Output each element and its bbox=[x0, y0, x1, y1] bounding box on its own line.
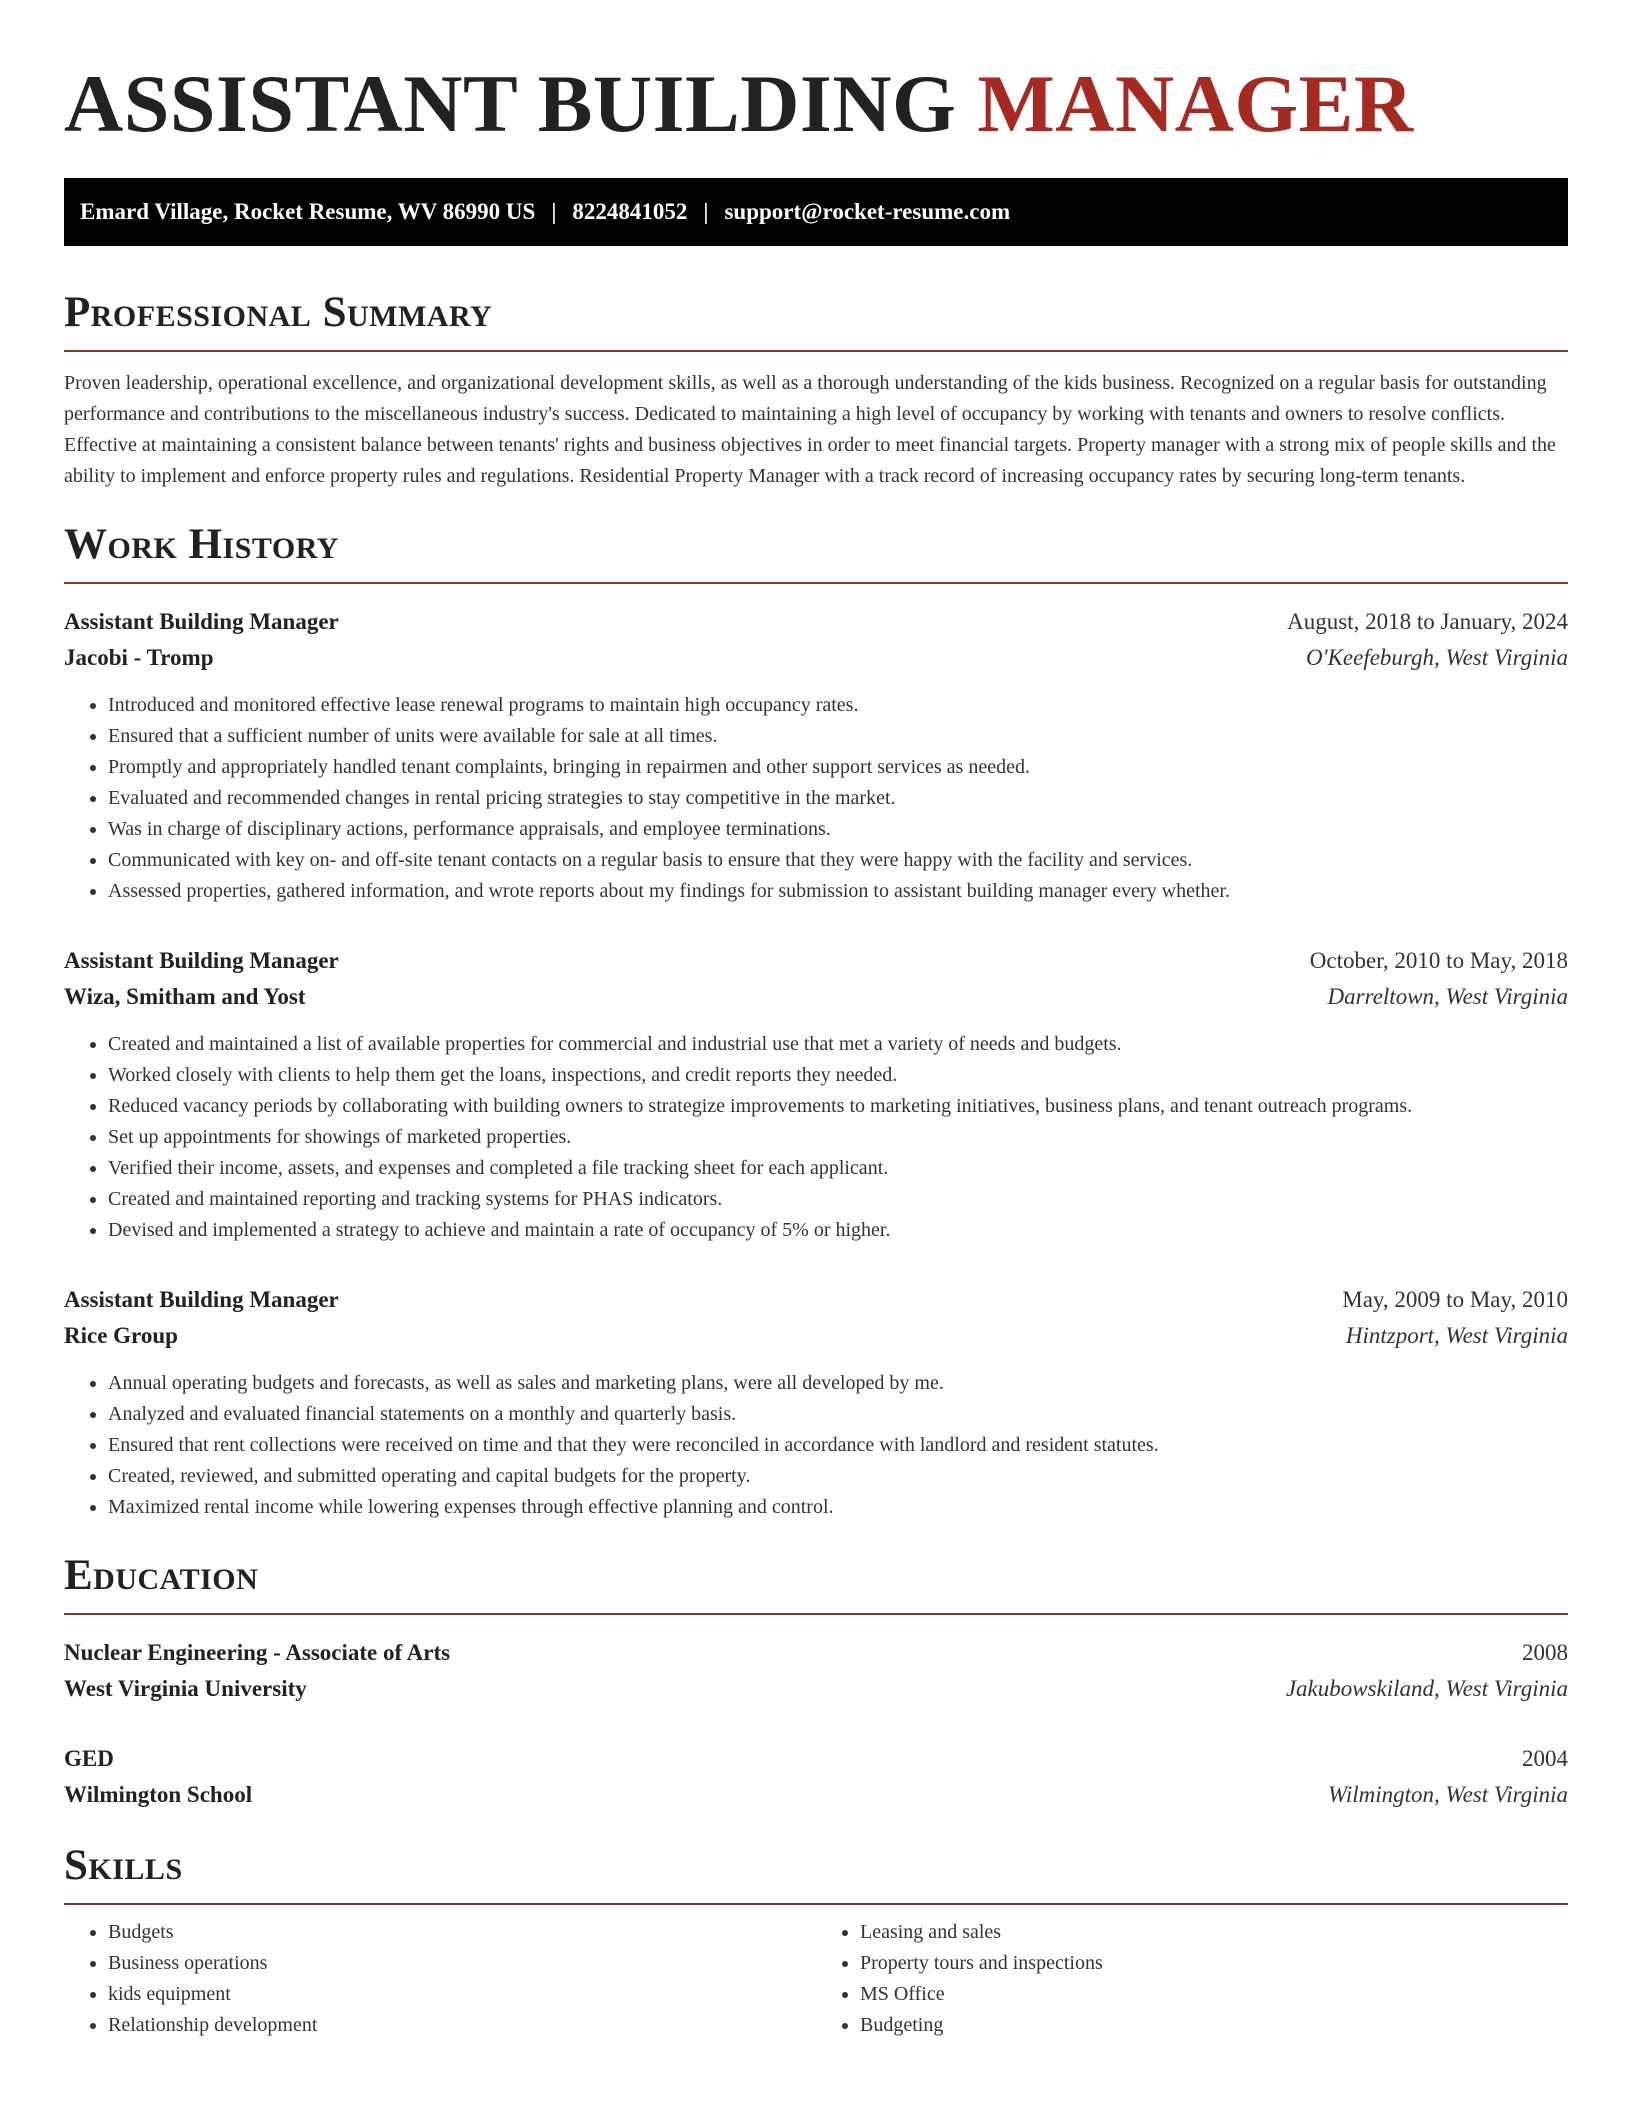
section-heading: Education bbox=[64, 1552, 259, 1599]
contact-separator: | bbox=[551, 199, 557, 224]
skill-item: • Relationship development bbox=[108, 2010, 816, 2041]
list-item: • Ensured that rent collections were received on time and that they were reconciled in accordance with landlord and resident statutes. bbox=[108, 1430, 1568, 1461]
skills-column-right bbox=[816, 1917, 1568, 2041]
job-location: O'Keefeburgh, West Virginia bbox=[1306, 645, 1568, 670]
job-company: Jacobi - Tromp bbox=[64, 645, 214, 670]
contact-email: support@rocket-resume.com bbox=[724, 199, 1011, 224]
contact-phone: 8224841052 bbox=[572, 199, 688, 224]
work-history-section bbox=[64, 522, 1568, 1523]
education-degree: Nuclear Engineering - Associate of Arts bbox=[64, 1640, 451, 1665]
job-dates: May, 2009 to May, 2010 bbox=[1342, 1287, 1568, 1312]
list-item: • Created and maintained reporting and tracking systems for PHAS indicators. bbox=[108, 1184, 1568, 1215]
list-item: • Assessed properties, gathered information, and wrote reports about my findings for submission to assistant building manager every whether. bbox=[108, 876, 1568, 907]
list-item: • Was in charge of disciplinary actions, performance appraisals, and employee terminations. bbox=[108, 814, 1568, 845]
title-accent: MANAGER bbox=[977, 58, 1414, 149]
job-entry bbox=[64, 943, 1568, 1246]
education-entry bbox=[64, 1741, 1568, 1813]
section-divider bbox=[64, 1613, 1568, 1615]
education-year: 2008 bbox=[1522, 1640, 1568, 1665]
list-item: • Created and maintained a list of available properties for commercial and industrial use that met a variety of needs and budgets. bbox=[108, 1029, 1568, 1060]
education-degree: GED bbox=[64, 1746, 114, 1771]
list-item: • Introduced and monitored effective lease renewal programs to maintain high occupancy rates. bbox=[108, 690, 1568, 721]
job-company-row bbox=[64, 640, 1568, 676]
list-item: • Evaluated and recommended changes in rental pricing strategies to stay competitive in the market. bbox=[108, 783, 1568, 814]
list-item: • Communicated with key on- and off-site tenant contacts on a regular basis to ensure that they were happy with the facility and services. bbox=[108, 845, 1568, 876]
education-school: West Virginia University bbox=[64, 1676, 307, 1701]
section-divider bbox=[64, 350, 1568, 352]
list-item: • Ensured that a sufficient number of units were available for sale at all times. bbox=[108, 721, 1568, 752]
list-item: • Devised and implemented a strategy to achieve and maintain a rate of occupancy of 5% or higher. bbox=[108, 1215, 1568, 1246]
education-entry bbox=[64, 1635, 1568, 1707]
education-location: Wilmington, West Virginia bbox=[1327, 1782, 1568, 1807]
skill-item: • Leasing and sales bbox=[860, 1917, 1568, 1948]
section-heading: Work History bbox=[64, 521, 339, 568]
job-entry bbox=[64, 604, 1568, 907]
list-item: • Reduced vacancy periods by collaborating with building owners to strategize improvements to marketing initiatives, business plans, and tenant outreach programs. bbox=[108, 1091, 1568, 1122]
section-divider bbox=[64, 582, 1568, 584]
list-item: • Maximized rental income while lowering expenses through effective planning and control. bbox=[108, 1492, 1568, 1523]
job-header-row bbox=[64, 943, 1568, 979]
summary-section bbox=[64, 290, 1568, 492]
summary-text: Proven leadership, operational excellence, and organizational development skills, as well as a thorough understanding of the kids business. Recognized on a regular basis for outstanding performance and contributions to the miscellaneous industry's success. Dedicated to maintaining a high level of occupancy by working with tenants and owners to resolve conflicts. Effective at maintaining a consistent balance between tenants' rights and business objectives in order to meet financial targets. Property manager with a strong mix of people skills and the ability to implement and enforce property rules and regulations. Residential Property Manager with a track record of increasing occupancy rates by securing long-term tenants. bbox=[64, 372, 1556, 487]
education-school-row bbox=[64, 1671, 1568, 1707]
job-location: Darreltown, West Virginia bbox=[1327, 984, 1568, 1009]
section-heading: Skills bbox=[64, 1842, 183, 1889]
job-header-row bbox=[64, 604, 1568, 640]
contact-address: Emard Village, Rocket Resume, WV 86990 US bbox=[80, 199, 536, 224]
list-item: • Verified their income, assets, and expenses and completed a file tracking sheet for each applicant. bbox=[108, 1153, 1568, 1184]
job-location: Hintzport, West Virginia bbox=[1345, 1323, 1568, 1348]
section-divider bbox=[64, 1903, 1568, 1905]
job-company: Wiza, Smitham and Yost bbox=[64, 984, 306, 1009]
job-entry bbox=[64, 1282, 1568, 1523]
job-header-row bbox=[64, 1282, 1568, 1318]
job-company: Rice Group bbox=[64, 1323, 178, 1348]
job-bullets bbox=[64, 690, 1568, 907]
resume-title bbox=[64, 56, 1568, 152]
education-location: Jakubowskiland, West Virginia bbox=[1285, 1676, 1568, 1701]
job-title: Assistant Building Manager bbox=[64, 948, 339, 973]
job-bullets bbox=[64, 1368, 1568, 1523]
job-dates: August, 2018 to January, 2024 bbox=[1287, 609, 1568, 634]
list-item: • Worked closely with clients to help them get the loans, inspections, and credit reports they needed. bbox=[108, 1060, 1568, 1091]
list-item: • Created, reviewed, and submitted operating and capital budgets for the property. bbox=[108, 1461, 1568, 1492]
skill-item: • Budgeting bbox=[860, 2010, 1568, 2041]
list-item: • Promptly and appropriately handled tenant complaints, bringing in repairmen and other support services as needed. bbox=[108, 752, 1568, 783]
job-title: Assistant Building Manager bbox=[64, 1287, 339, 1312]
education-school-row bbox=[64, 1777, 1568, 1813]
job-dates: October, 2010 to May, 2018 bbox=[1309, 948, 1568, 973]
list-item: • Analyzed and evaluated financial statements on a monthly and quarterly basis. bbox=[108, 1399, 1568, 1430]
skills-section bbox=[64, 1843, 1568, 2041]
title-main: ASSISTANT BUILDING bbox=[64, 58, 957, 149]
skill-item: • Business operations bbox=[108, 1948, 816, 1979]
skill-item: • Budgets bbox=[108, 1917, 816, 1948]
contact-separator: | bbox=[703, 199, 709, 224]
skill-item: • Property tours and inspections bbox=[860, 1948, 1568, 1979]
skill-item: • kids equipment bbox=[108, 1979, 816, 2010]
list-item: • Annual operating budgets and forecasts, as well as sales and marketing plans, were all developed by me. bbox=[108, 1368, 1568, 1399]
education-section bbox=[64, 1553, 1568, 1813]
education-header-row bbox=[64, 1635, 1568, 1671]
list-item: • Set up appointments for showings of marketed properties. bbox=[108, 1122, 1568, 1153]
skills-grid bbox=[64, 1917, 1568, 2041]
contact-bar bbox=[64, 178, 1568, 246]
education-year: 2004 bbox=[1522, 1746, 1568, 1771]
skills-column-left bbox=[64, 1917, 816, 2041]
job-bullets bbox=[64, 1029, 1568, 1246]
job-company-row bbox=[64, 979, 1568, 1015]
section-heading: Professional Summary bbox=[64, 289, 493, 336]
education-school: Wilmington School bbox=[64, 1782, 253, 1807]
education-header-row bbox=[64, 1741, 1568, 1777]
skill-item: • MS Office bbox=[860, 1979, 1568, 2010]
job-title: Assistant Building Manager bbox=[64, 609, 339, 634]
job-company-row bbox=[64, 1318, 1568, 1354]
